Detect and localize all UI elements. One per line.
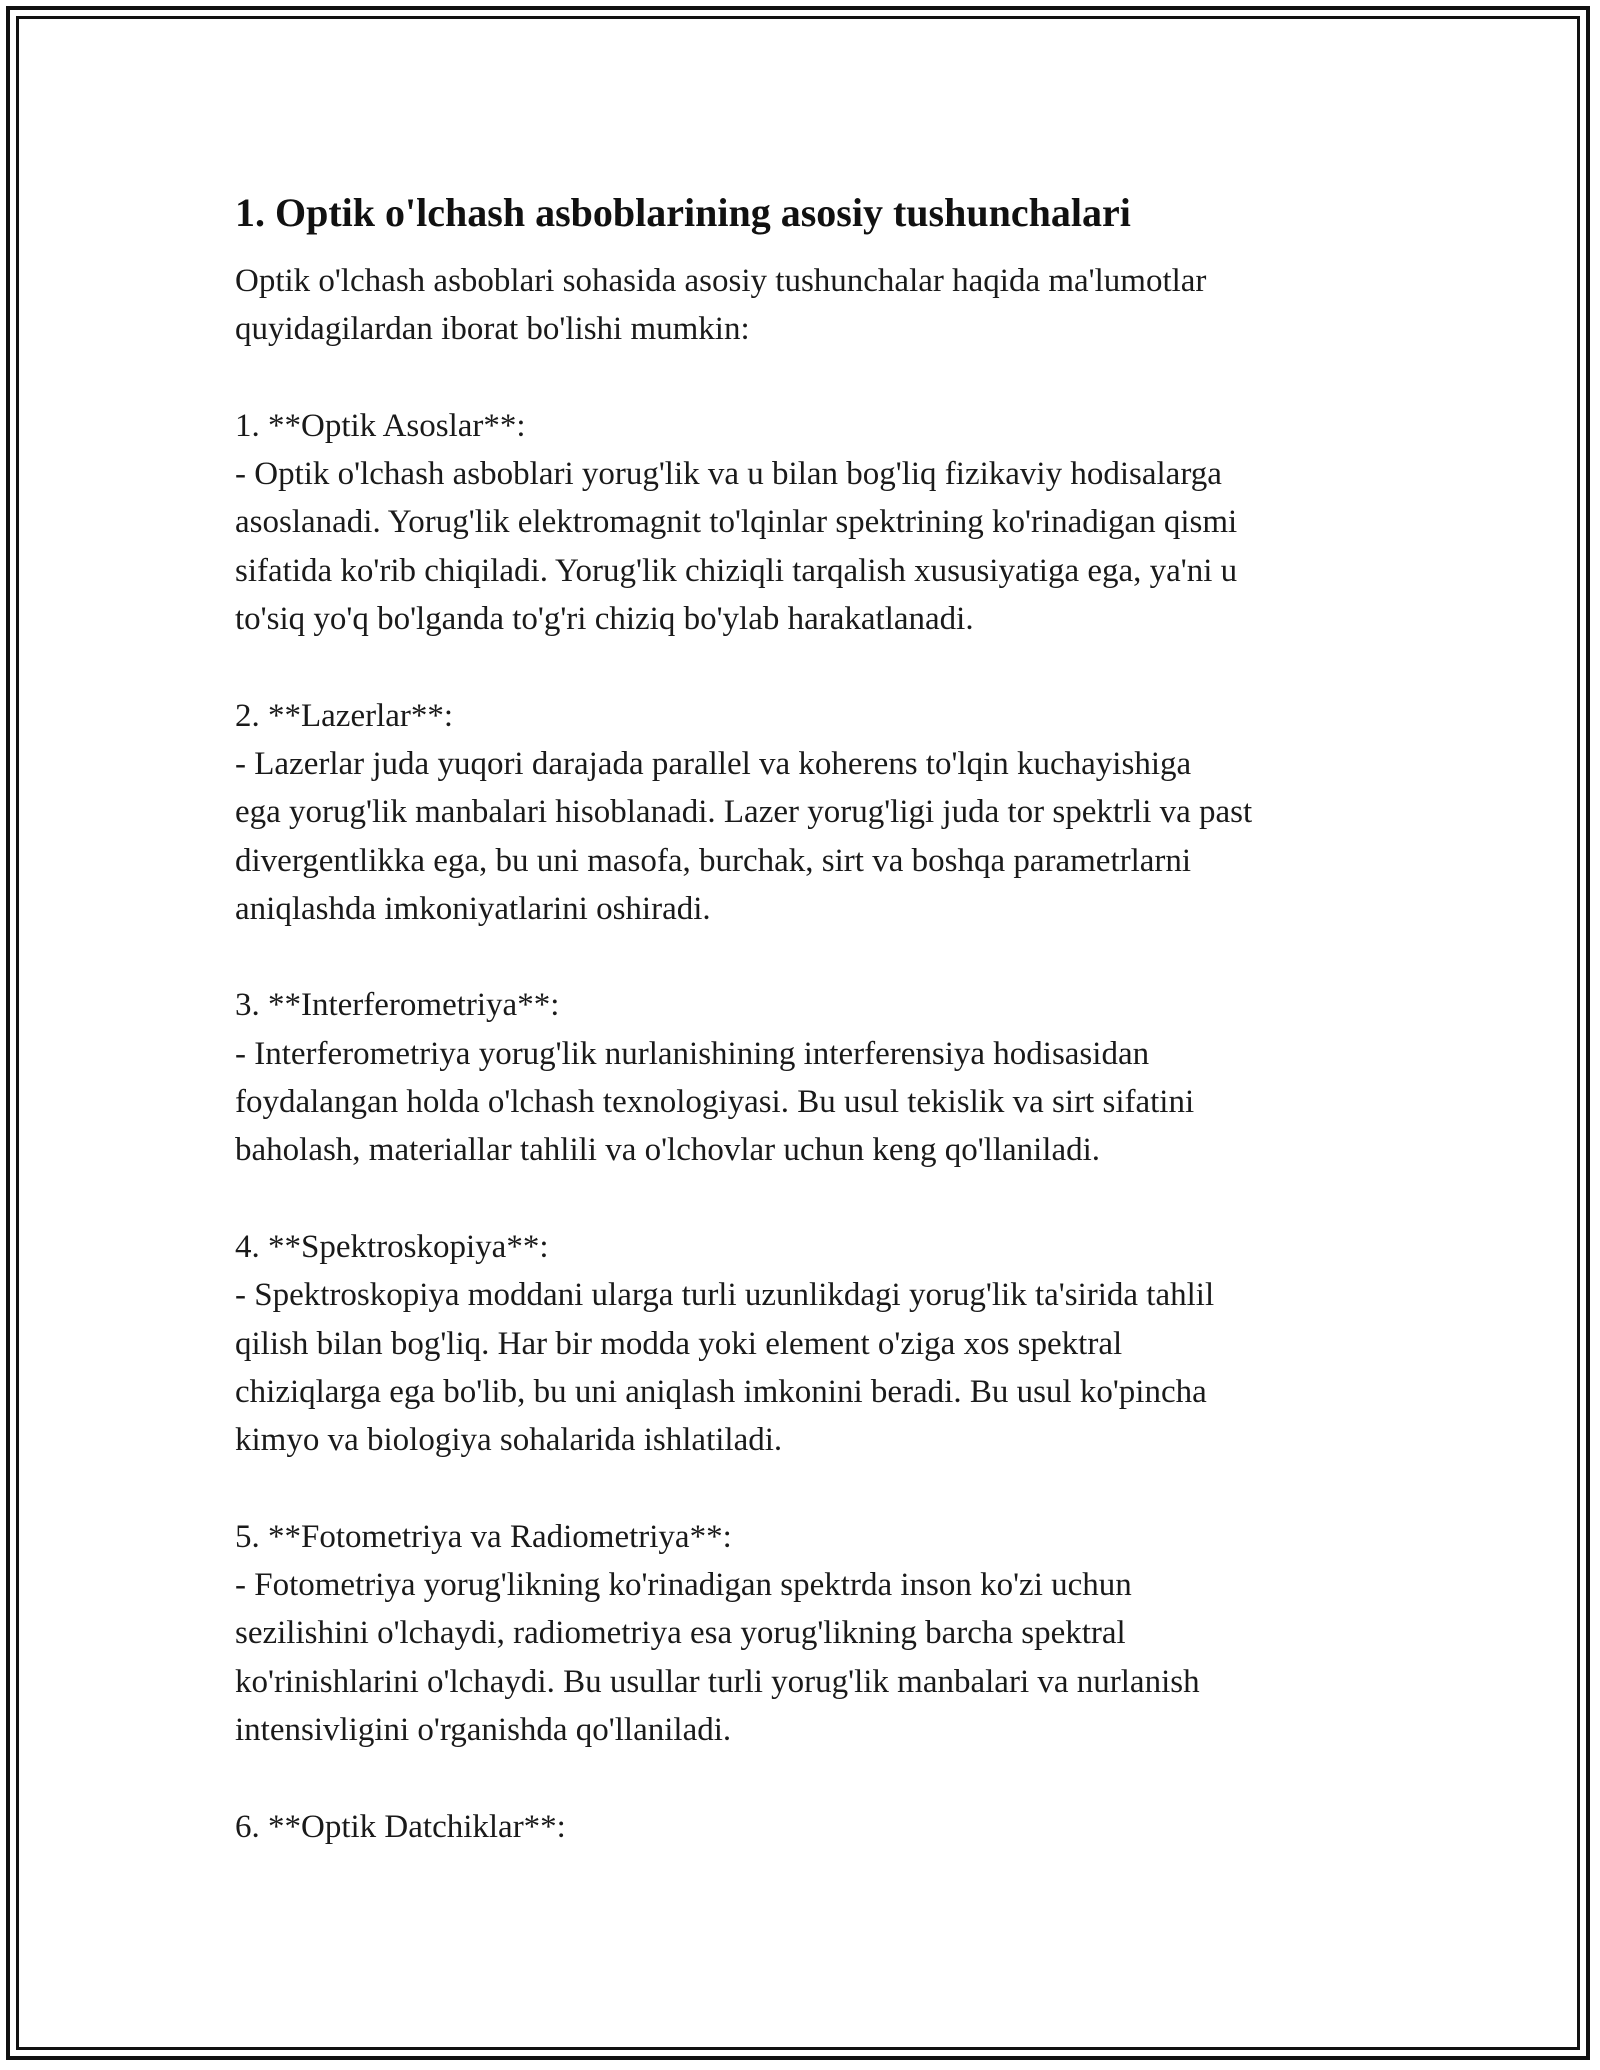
- list-item: [235, 692, 1385, 933]
- item-heading: 3. **Interferometriya**:: [235, 987, 560, 1024]
- item-heading: 1. **Optik Asoslar**:: [235, 407, 526, 444]
- item-body: - Fotometriya yorug'likning ko'rinadigan spektrda inson ko'zi uchun sezilishini o'lchaydi, radiometriya esa yorug'likning barcha spektral ko'rinishlarini o'lchaydi. Bu usullar turli yorug'lik manbalari va nurlanish intensivligini o'rganishda qo'llaniladi.: [235, 1567, 1200, 1748]
- list-item: [235, 981, 1385, 1174]
- item-body: - Interferometriya yorug'lik nurlanishining interferensiya hodisasidan foydalangan holda o'lchash texnologiyasi. Bu usul tekislik va sirt sifatini baholash, materiallar tahlili va o'lchovlar uchun keng qo'llaniladi.: [235, 1035, 1195, 1169]
- list-item: [235, 1513, 1385, 1754]
- list-item: [235, 1223, 1385, 1464]
- page-title: 1. Optik o'lchash asboblarining asosiy tushunchalari: [235, 190, 1131, 235]
- list-item: [235, 402, 1385, 643]
- item-heading: 2. **Lazerlar**:: [235, 697, 454, 734]
- document-content: [235, 185, 1385, 1851]
- intro-paragraph: Optik o'lchash asboblari sohasida asosiy tushunchalar haqida ma'lumotlar quyidagilardan iborat bo'lishi mumkin:: [235, 263, 1207, 348]
- item-heading: 5. **Fotometriya va Radiometriya**:: [235, 1518, 732, 1555]
- item-heading: 6. **Optik Datchiklar**:: [235, 1808, 566, 1845]
- item-body: - Lazerlar juda yuqori darajada parallel va koherens to'lqin kuchayishiga ega yorug'lik manbalari hisoblanadi. Lazer yorug'ligi juda tor spektrli va past divergentlikka ega, bu uni masofa, burchak, sirt va boshqa parametrlarni aniqlashda imkoniyatlarini oshiradi.: [235, 745, 1253, 927]
- item-body: - Spektroskopiya moddani ularga turli uzunlikdagi yorug'lik ta'sirida tahlil qilish bilan bog'liq. Har bir modda yoki element o'ziga xos spektral chiziqlarga ega bo'lib, bu uni aniqlash imkonini beradi. Bu usul ko'pincha kimyo va biologiya sohalarida ishlatiladi.: [235, 1277, 1215, 1459]
- item-body: - Optik o'lchash asboblari yorug'lik va u bilan bog'liq fizikaviy hodisalarga asoslanadi. Yorug'lik elektromagnit to'lqinlar spektrining ko'rinadigan qismi sifatida ko'rib chiqiladi. Yorug'lik chiziqli tarqalish xususiyatiga ega, ya'ni u to'siq yo'q bo'lganda to'g'ri chiziq bo'ylab harakatlanadi.: [235, 456, 1238, 638]
- item-heading: 4. **Spektroskopiya**:: [235, 1228, 549, 1265]
- list-item: [235, 1803, 1385, 1851]
